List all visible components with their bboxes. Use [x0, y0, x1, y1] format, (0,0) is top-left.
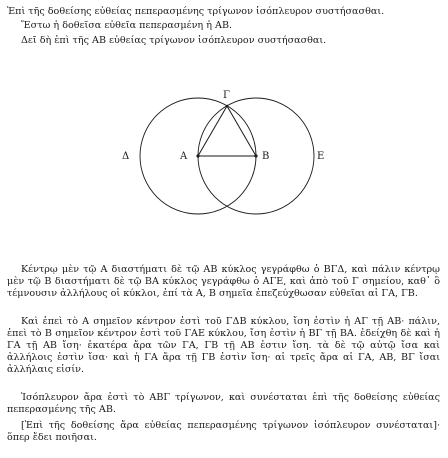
- label-d: Δ: [122, 151, 130, 162]
- enunciation-text: Ἐπὶ τῆς δοθείσης εὐθείας πεπερασμένης τρίγωνον ἰσόπλευρον συστήσασθαι.: [7, 6, 385, 17]
- construction-paragraph: [7, 264, 440, 300]
- setting-out-text: Ἔστω ἡ δοθεῖσα εὐθεῖα πεπερασμένη ἡ ΑΒ.: [21, 20, 233, 31]
- proof-paragraph: [7, 316, 440, 376]
- label-e: Ε: [317, 151, 325, 162]
- qef-text: [Ἐπὶ τῆς δοθείσης ἄρα εὐθείας πεπερασμένης τρίγωνον ἰσόπλευρον συνέσταται]· ὅπερ ἔδει ποιῆσαι.: [7, 420, 440, 443]
- segment-gb: [227, 106, 256, 156]
- point-b: [254, 154, 257, 157]
- point-g: [226, 105, 229, 108]
- geometric-figure: [0, 60, 448, 260]
- label-g: Γ: [223, 90, 230, 101]
- construction-text: Κέντρῳ μὲν τῷ Α διαστήματι δὲ τῷ ΑΒ κύκλος γεγράφθω ὁ ΒΓΔ, καὶ πάλιν κέντρῳ μὲν τῷ Β διαστήματι δὲ τῷ ΒΑ κύκλος γεγράφθω ὁ ΑΓΕ, καὶ ἀπὸ τοῦ Γ σημείου, καθ᾽ ὃ τέμνουσιν ἀλλήλους οἱ κύκλοι, ἐπί τὰ Α, Β σημεῖα ἐπεζεύχθωσαν εὐθεῖαι αἱ ΓΑ, ΓΒ.: [7, 264, 440, 299]
- conclusion-paragraph: [7, 392, 440, 416]
- point-a: [196, 154, 199, 157]
- conclusion-text: Ἰσόπλευρον ἄρα ἐστὶ τὸ ΑΒΓ τρίγωνον, καὶ συνέσταται ἐπὶ τῆς δοθείσης εὐθείας πεπερασμένης τῆς ΑΒ.: [7, 392, 440, 415]
- label-a: Α: [180, 151, 188, 162]
- proof-text: Καὶ ἐπεὶ τὸ Α σημεῖον κέντρον ἐστὶ τοῦ ΓΔΒ κύκλου, ἴση ἐστὶν ἡ ΑΓ τῇ ΑΒ· πάλιν, ἐπεὶ τὸ Β σημεῖον κέντρον ἐστὶ τοῦ ΓΑΕ κύκλου, ἴση ἐστὶν ἡ ΒΓ τῇ ΒΑ. ἐδείχθη δὲ καὶ ἡ ΓΑ τῇ ΑΒ ἴση· ἑκατέρα ἄρα τῶν ΓΑ, ΓΒ τῇ ΑΒ ἐστιν ἴση. τὰ δὲ τῷ αὐτῷ ἴσα καὶ ἀλλήλοις ἐστὶν ἴσα· καὶ ἡ ΓΑ ἄρα τῇ ΓΒ ἐστὶν ἴση· αἱ τρεῖς ἄρα αἱ ΓΑ, ΑΒ, ΒΓ ἴσαι ἀλλήλαις εἰσίν.: [7, 316, 440, 375]
- segment-ga: [198, 106, 227, 156]
- qef-paragraph: [7, 420, 440, 444]
- specification-text: Δεῖ δὴ ἐπὶ τῆς ΑΒ εὐθείας τρίγωνον ἰσόπλευρον συστήσασθαι.: [21, 35, 327, 46]
- label-b: Β: [262, 151, 270, 162]
